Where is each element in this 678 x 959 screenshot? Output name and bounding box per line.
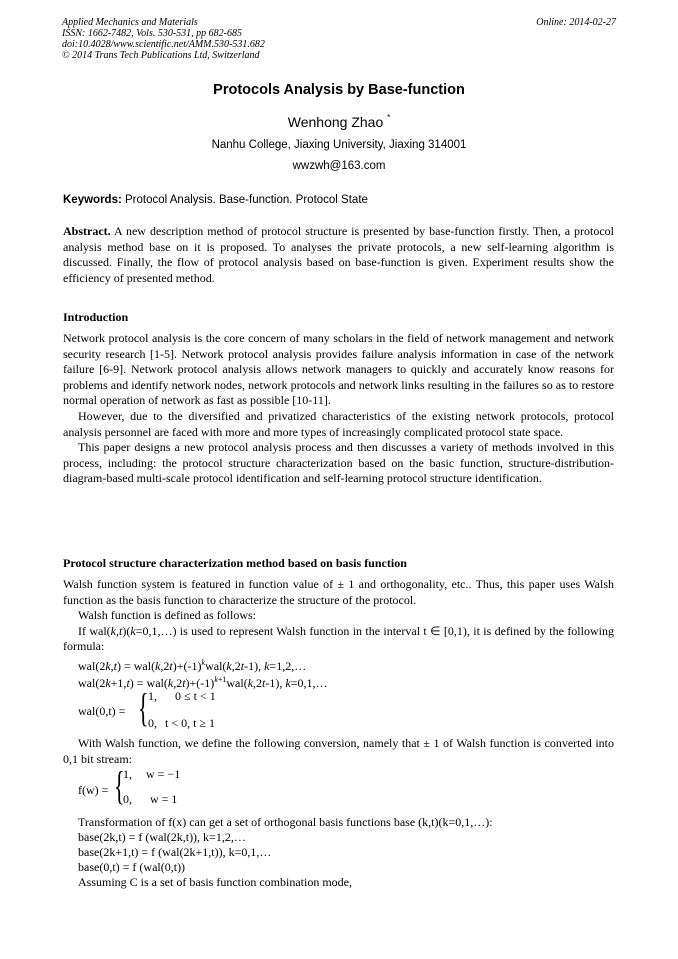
section2-paragraph-4-block [63, 736, 614, 767]
keywords-text: Protocol Analysis. Base-function. Protocol State [125, 194, 368, 206]
online-date: Online: 2014-02-27 [536, 17, 616, 28]
journal-issn: ISSN: 1662-7482, Vols. 530-531, pp 682-685 [62, 28, 242, 39]
equation-7: base(0,t) = f (wal(0,t)) [78, 860, 186, 874]
equation-4-lhs: f(w) = [78, 783, 109, 797]
section2-body [63, 577, 614, 655]
keywords-line [63, 194, 368, 206]
intro-body [63, 331, 614, 487]
keywords-label: Keywords: [63, 194, 122, 206]
section2-paragraph-2: Walsh function is defined as follows: [78, 608, 257, 623]
section2-heading: Protocol structure characterization method based on basis function [63, 556, 407, 570]
section2-paragraph-3: If wal(k,t)(k=0,1,…) is used to represent Walsh function in the interval t ∈ [0,1), it is defined by the following formula: [63, 623, 614, 654]
journal-copyright: © 2014 Trans Tech Publications Ltd, Switzerland [62, 50, 260, 61]
section2-paragraph-4: With Walsh function, we define the following conversion, namely that ± 1 of Walsh function is converted into 0,1 bit stream: [63, 736, 614, 766]
section2-paragraph-1: Walsh function system is featured in function value of ± 1 and orthogonality, etc.. Thus, this paper uses Walsh function as the basis function to characterize the structure of the protocol. [63, 577, 614, 607]
journal-header [62, 17, 265, 61]
section2-paragraph-5: Transformation of f(x) can get a set of orthogonal basis functions base (k,t)(k=0,1,…): [78, 815, 493, 829]
equation-4-case-1: 1, w = −1 [123, 767, 181, 781]
journal-doi: doi:10.4028/www.scientific.net/AMM.530-531.682 [62, 39, 265, 50]
abstract-text: A new description method of protocol structure is presented by base-function firstly. Then, a protocol analysis method base on it is proposed. To analyses the private protocols, a new self-learning algorithm is discussed. Finally, the flow of protocol analysis based on base-function is given. Experiment results show the efficiency of presented method. [63, 224, 614, 285]
equation-3-case-1: 1, 0 ≤ t < 1 [148, 689, 216, 703]
equation-3-case-2: 0, t < 0, t ≥ 1 [148, 716, 216, 730]
equation-5: base(2k,t) = f (wal(2k,t)), k=1,2,… [78, 830, 246, 844]
intro-heading: Introduction [63, 310, 129, 324]
equation-3-brace: { [138, 685, 149, 730]
abstract [63, 224, 614, 286]
equation-6: base(2k+1,t) = f (wal(2k+1,t)), k=0,1,… [78, 845, 272, 859]
affiliation: Nanhu College, Jiaxing University, Jiaxing 314001 [211, 139, 467, 151]
author-email: wwzwh@163.com [292, 160, 386, 172]
equation-2: $wal(2k+1,t) = wal(k,2t)+(-1)^{k+1}wal(k,2t-1)$, k=0,1,… [78, 675, 328, 690]
section2-paragraph-6: Assuming C is a set of basis function combination mode, [78, 875, 352, 889]
abstract-label: Abstract. [63, 224, 111, 238]
equation-3-lhs: wal(0,t) = [78, 704, 126, 718]
intro-paragraph-1: Network protocol analysis is the core concern of many scholars in the field of network management and network security research [1-5]. Network protocol analysis provides failure analysis information in case of the network failure [6-9]. Network protocol analysis allows network managers to quickly and accurately know reasons for problems and identify network nodes, network protocols and network links resulting in the failures so as to restore normal operation of network as fast as possible [10-11]. [63, 331, 614, 408]
equation-4-brace: { [114, 763, 125, 808]
author-line [0, 113, 678, 130]
author-mark: * [387, 113, 391, 122]
equation-4-case-2: 0, w = 1 [123, 792, 178, 806]
intro-paragraph-3: This paper designs a new protocol analysis process and then discusses a variety of methods involved in this process, including: the protocol structure characterization based on the basic function, structure-distribution-diagram-based multi-scale protocol identification and self-learning protocol structure identification. [63, 440, 614, 486]
author-name: Wenhong Zhao [287, 114, 384, 130]
equation-1: $wal(2k,t) = wal(k,2t)+(-1)^kwal(k,2t-1)$, k=1,2,… [78, 658, 307, 673]
journal-name: Applied Mechanics and Materials [62, 17, 198, 28]
paper-title: Protocols Analysis by Base-function [213, 82, 465, 98]
intro-paragraph-2: However, due to the diversified and privatized characteristics of the existing network protocols, protocol analysis personnel are faced with more and more types of increasingly complicated protocol state space. [63, 408, 614, 439]
